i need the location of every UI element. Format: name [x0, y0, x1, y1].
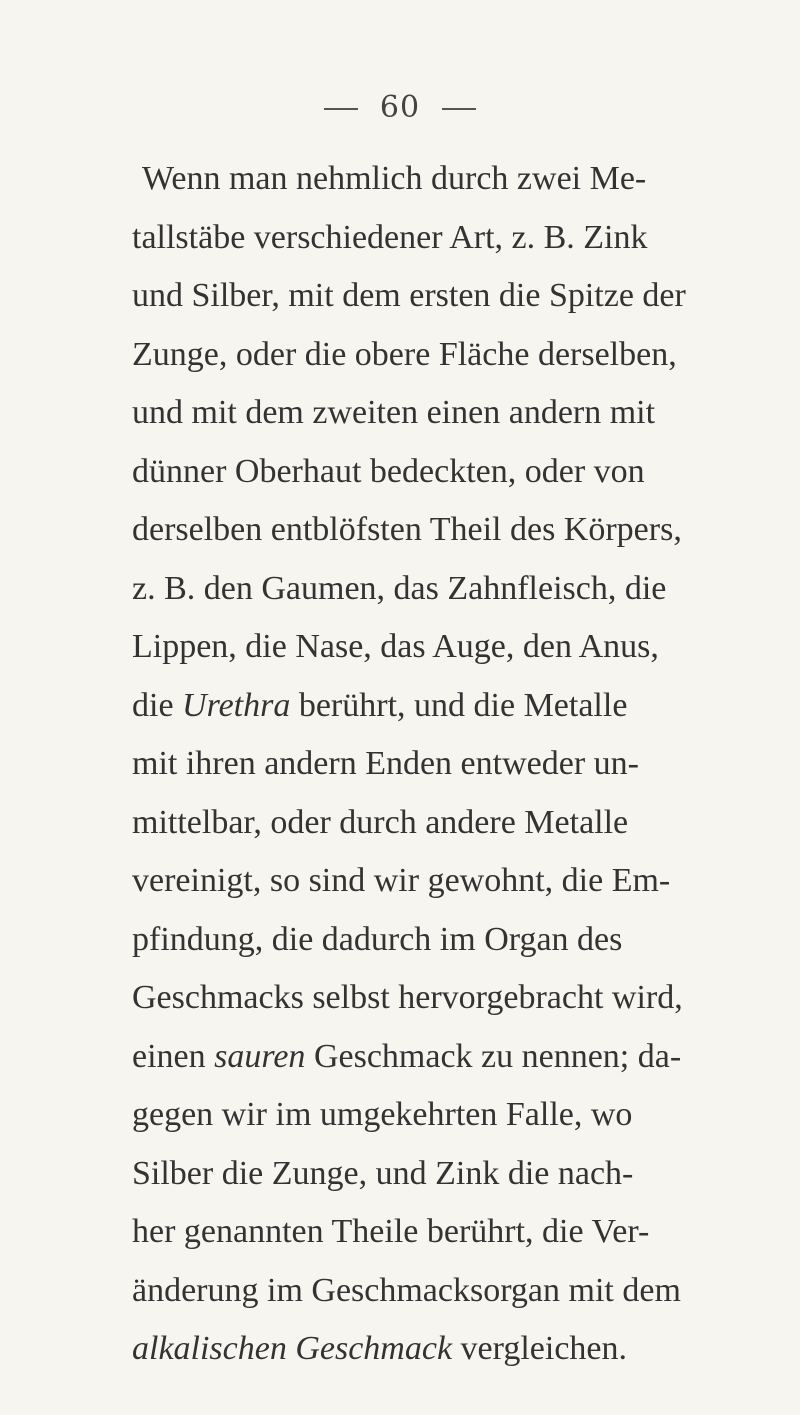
body-text — [132, 150, 752, 1379]
header-dash-left — [324, 108, 358, 110]
text-line: einen sauren Geschmack zu nennen; da- — [132, 1037, 682, 1075]
italic-term-sauren: sauren — [214, 1037, 306, 1075]
page-header — [0, 90, 800, 125]
text-line: dünner Oberhaut bedeckten, oder von — [132, 452, 645, 490]
text-line: mittelbar, oder durch andere Metalle — [132, 803, 629, 841]
text-line: Silber die Zunge, und Zink die nach- — [132, 1154, 634, 1192]
text-line: derselben entblöfsten Theil des Körpers, — [132, 511, 682, 548]
header-dash-right — [442, 108, 476, 110]
text-line: vereinigt, so sind wir gewohnt, die Em- — [132, 862, 671, 899]
text-line: her genannten Theile berührt, die Ver- — [132, 1213, 650, 1250]
text-line: gegen wir im umgekehrten Falle, wo — [132, 1096, 633, 1133]
page-number: 60 — [379, 90, 421, 125]
text-line: pfindung, die dadurch im Organ des — [132, 920, 623, 958]
text-line: Zunge, oder die obere Fläche derselben, — [132, 335, 677, 373]
text-line: und Silber, mit dem ersten die Spitze der — [132, 277, 686, 314]
text-line: tallstäbe verschiedener Art, z. B. Zink — [132, 218, 648, 256]
text-line: Wenn man nehmlich durch zwei Me- — [142, 160, 647, 197]
text-line: alkalischen Geschmack vergleichen. — [132, 1330, 628, 1367]
text-line: z. B. den Gaumen, das Zahnfleisch, die — [132, 569, 667, 607]
italic-term-alkalischen: alkalischen Geschmack — [132, 1330, 453, 1367]
text-line: änderung im Geschmacksorgan mit dem — [132, 1271, 681, 1309]
text-line: die Urethra berührt, und die Metalle — [132, 686, 628, 724]
text-line: Lippen, die Nase, das Auge, den Anus, — [132, 628, 659, 665]
text-line: Geschmacks selbst hervorgebracht wird, — [132, 979, 683, 1016]
italic-term-urethra: Urethra — [182, 686, 291, 724]
text-line: mit ihren andern Enden entweder un- — [132, 745, 639, 782]
text-line: und mit dem zweiten einen andern mit — [132, 394, 656, 431]
